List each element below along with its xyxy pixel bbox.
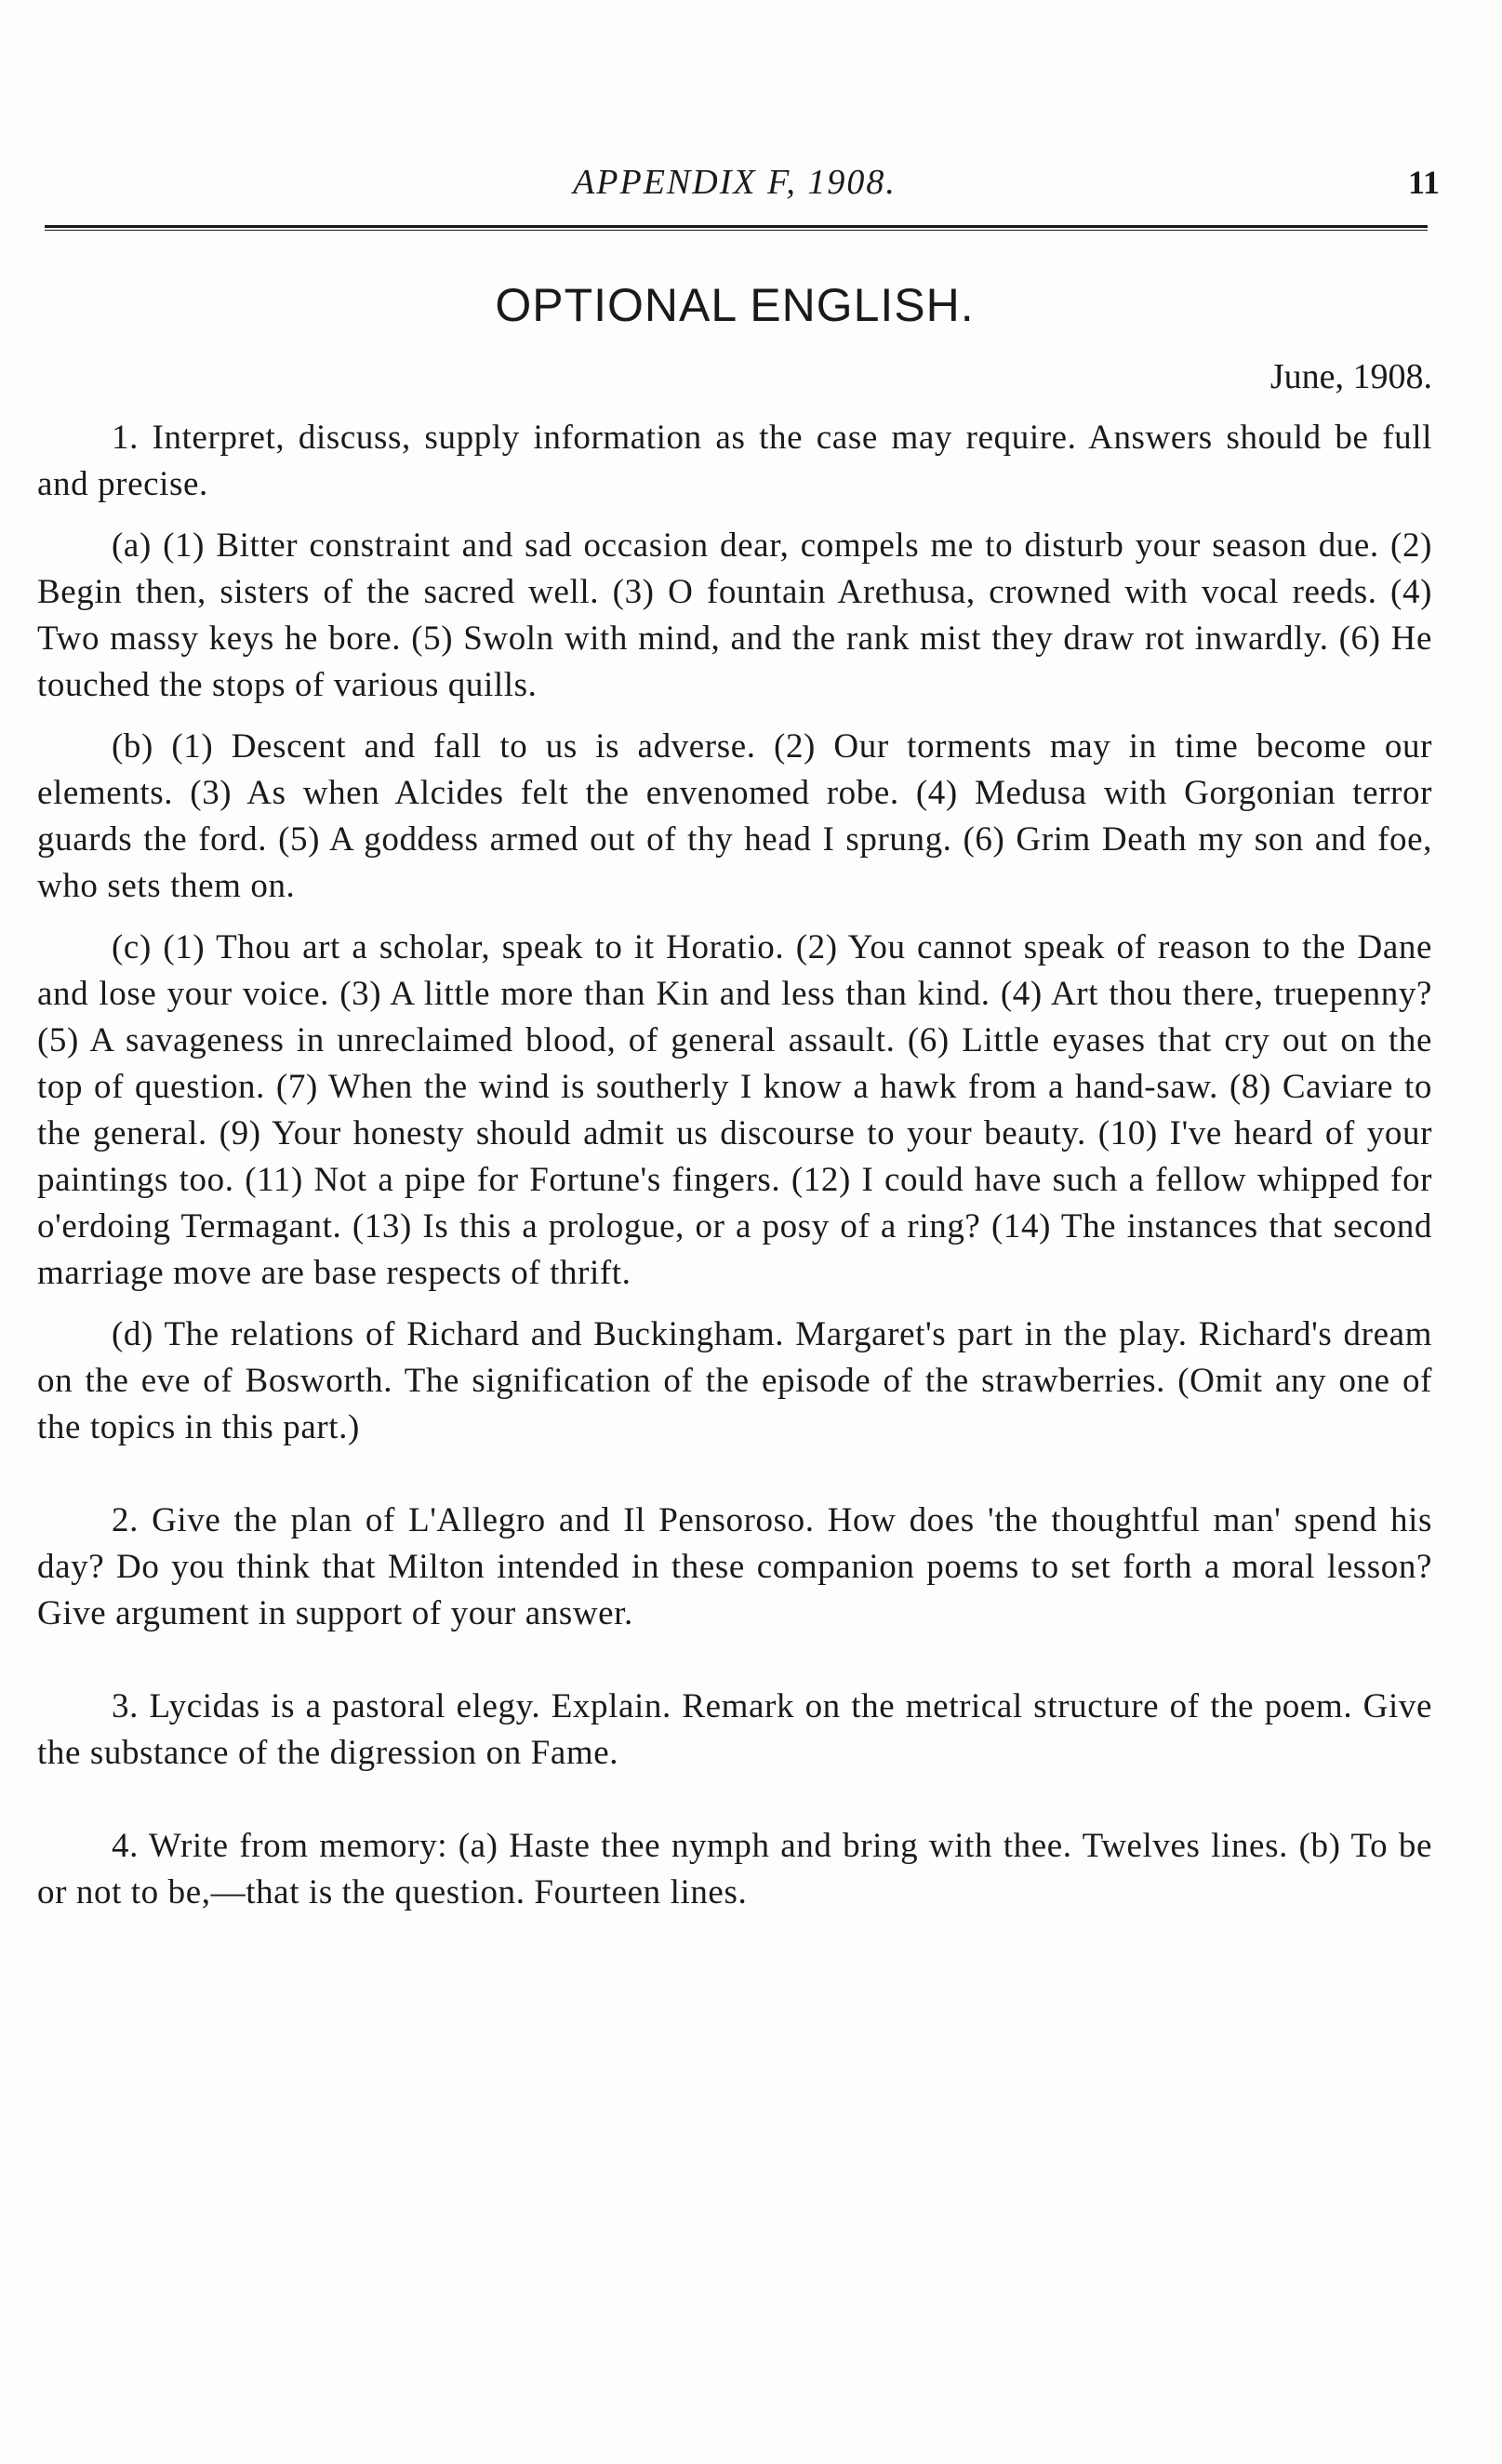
question-3: 3. Lycidas is a pastoral elegy. Explain. Remark on the metrical structure of the poem. Give the substance of the digression on Fame. (37, 1687, 1432, 1772)
question-1-part-d: (d) The relations of Richard and Buckingham. Margaret's part in the play. Richard's dream on the eve of Bosworth. The signification of the episode of the strawberries. (Omit any one of the topics in this part.) (37, 1315, 1432, 1446)
question-4: 4. Write from memory: (a) Haste thee nymph and bring with thee. Twelves lines. (b) To be or not to be,—that is the question. Fourteen lines. (37, 1827, 1432, 1911)
exam-date: June, 1908. (1269, 357, 1432, 396)
running-head-title: APPENDIX F, 1908. (573, 163, 897, 202)
page-number: 11 (1407, 164, 1440, 201)
question-1-part-a: (a) (1) Bitter constraint and sad occasion dear, compels me to disturb your season due. (2) Begin then, sisters of the sacred well. (3) O fountain Arethusa, crowned with vocal reeds. (4) Two massy keys he bore. (5) Swoln with mind, and the rank mist they draw rot inwardly. (6) He touched the stops of various quills. (37, 526, 1432, 704)
section-heading: OPTIONAL ENGLISH. (495, 279, 975, 331)
question-1-part-c: (c) (1) Thou art a scholar, speak to it Horatio. (2) You cannot speak of reason to the Dane and lose your voice. (3) A little more than Kin and less than kind. (4) Art thou there, truepenny? (5) A savageness in unreclaimed blood, of general assault. (6) Little eyases that cry out on the top of question. (7) When the wind is southerly I know a hawk from a hand-saw. (8) Caviare to the general. (9) Your honesty should admit us discourse to your beauty. (10) I've heard of your paintings too. (11) Not a pipe for Fortune's fingers. (12) I could have such a fellow whipped for o'erdoing Termagant. (13) Is this a prologue, or a posy of a ring? (14) The instances that second marriage move are base respects of thrift. (37, 928, 1432, 1292)
header-rule (45, 225, 1428, 231)
question-text (37, 415, 1432, 1916)
running-head (37, 156, 1440, 208)
question-1-part-b: (b) (1) Descent and fall to us is adverse. (2) Our torments may in time become our elements. (3) As when Alcides felt the envenomed robe. (4) Medusa with Gorgonian terror guards the ford. (5) A goddess armed out of thy head I sprung. (6) Grim Death my son and foe, who sets them on. (37, 727, 1432, 905)
question-1-intro: 1. Interpret, discuss, supply information as the case may require. Answers should be full and precise. (37, 419, 1432, 503)
question-2: 2. Give the plan of L'Allegro and Il Pensoroso. How does 'the thoughtful man' spend his day? Do you think that Milton intended in these companion poems to set forth a moral lesson? Give argument in support of your answer. (37, 1501, 1432, 1632)
